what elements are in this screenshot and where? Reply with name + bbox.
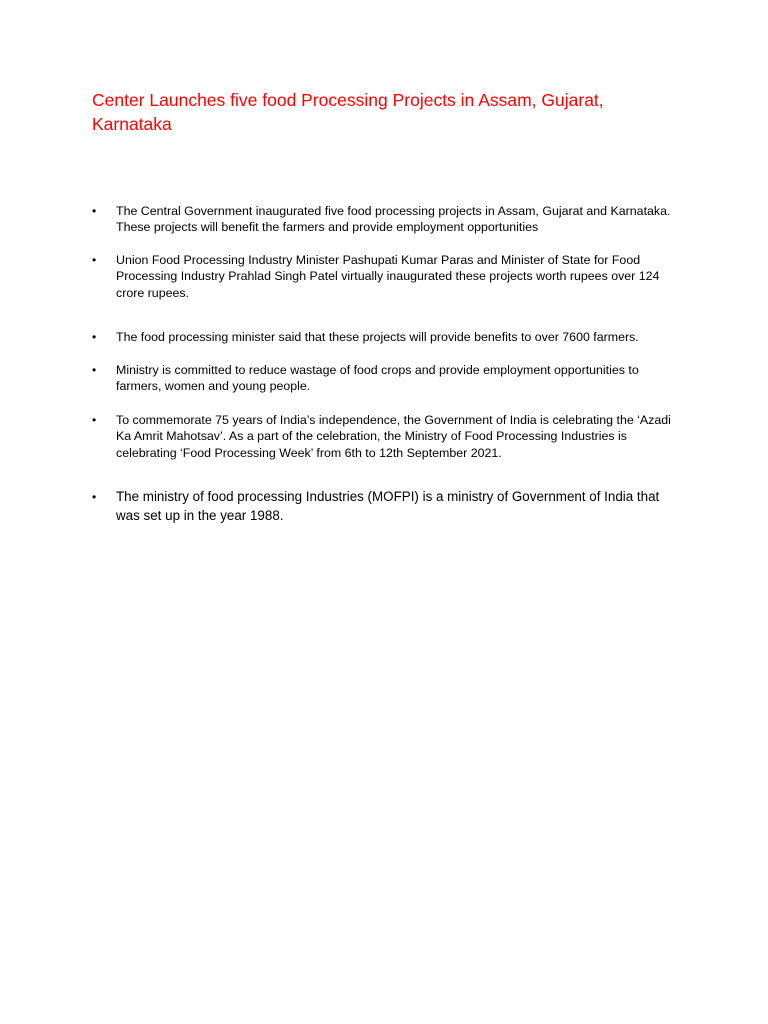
bullet-icon: •: [92, 330, 97, 344]
bullet-text: The Central Government inaugurated five food processing projects in Assam, Gujarat and Karnataka. These projects will benefit the farmers and provide employment opportunities: [116, 204, 671, 235]
bullet-icon: •: [92, 413, 97, 427]
list-item: [92, 203, 682, 236]
bullet-icon: •: [92, 204, 97, 218]
bullet-text: Union Food Processing Industry Minister Pashupati Kumar Paras and Minister of State for Food Processing Industry Prahlad Singh Patel virtually inaugurated these projects worth rupees over 124 crore rupees.: [116, 253, 660, 300]
bullet-text: Ministry is committed to reduce wastage of food crops and provide employment opportunities to farmers, women and young people.: [116, 363, 639, 394]
page-title: Center Launches five food Processing Projects in Assam, Gujarat, Karnataka: [92, 90, 604, 134]
list-item: [92, 252, 682, 301]
list-item: [92, 329, 682, 345]
list-item: [92, 362, 682, 395]
list-item: [92, 412, 682, 461]
bullet-icon: •: [92, 490, 97, 504]
bullet-text: To commemorate 75 years of India’s independence, the Government of India is celebrating the ‘Azadi Ka Amrit Mahotsav’. As a part of the celebration, the Ministry of Food Processing Industries is celebrating ‘Food Processing Week’ from 6th to 12th September 2021.: [116, 413, 671, 460]
bullet-text: The food processing minister said that these projects will provide benefits to over 7600 farmers.: [116, 330, 639, 344]
bullet-text: The ministry of food processing Industries (MOFPI) is a ministry of Government of India that was set up in the year 1988.: [116, 489, 660, 523]
bullet-icon: •: [92, 253, 97, 267]
list-item: [92, 488, 682, 525]
bullet-icon: •: [92, 363, 97, 377]
